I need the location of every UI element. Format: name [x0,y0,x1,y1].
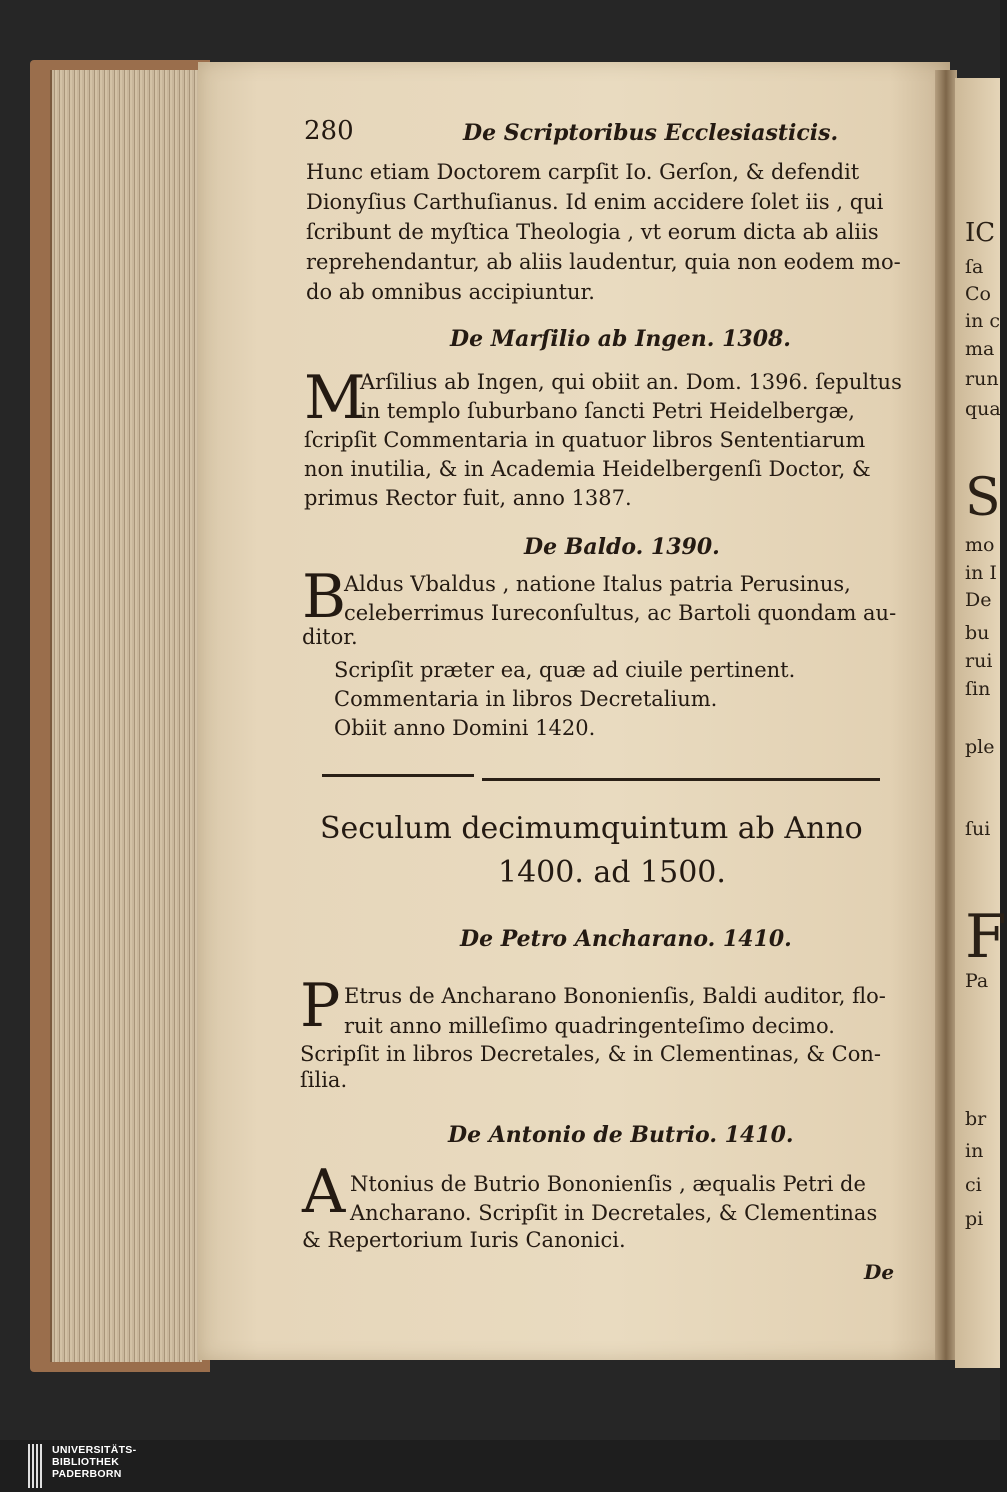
fragment-text: Co [965,283,991,305]
catchword: De [864,1260,895,1284]
drop-cap: M [304,363,366,433]
rule-right [482,778,880,781]
text-line: Scripſit præter ea, quæ ad ciuile pertinent. [334,658,796,682]
library-logo-icon [28,1444,44,1488]
text-line: do ab omnibus accipiuntur. [306,280,595,304]
page-stack-edge [50,70,202,1362]
text-line: primus Rector fuit, anno 1387. [304,486,632,510]
text-line: non inutilia, & in Academia Heidelbergenſi Doctor, & [304,457,871,481]
fragment-text: pi [965,1208,984,1230]
right-page-fragment [955,78,1007,1368]
fragment-text: F [965,902,1007,972]
text-line: Ancharano. Scripſit in Decretales, & Clementinas [350,1201,878,1225]
section-heading: De Antonio de Butrio. 1410. [448,1122,794,1148]
fragment-text: Pa [965,970,989,992]
fragment-text: S [965,468,1001,528]
fragment-text: ſin [965,678,991,700]
text-line: Etrus de Ancharano Bononienſis, Baldi auditor, flo- [344,984,886,1008]
running-head: De Scriptoribus Ecclesiasticis. [463,120,839,146]
fragment-text: br [965,1108,987,1130]
section-title: Seculum decimumquintum ab Anno [320,811,863,846]
book-gutter [935,70,957,1360]
text-line: Arſilius ab Ingen, qui obiit an. Dom. 1396. ſepultus [360,370,902,394]
fragment-text: rui [965,650,993,672]
fragment-text: mo [965,534,995,556]
text-line: Hunc etiam Doctorem carpſit Io. Gerſon, & defendit [306,160,860,184]
fragment-text: in c [965,310,1000,332]
text-line: Aldus Vbaldus , natione Italus patria Perusinus, [344,572,851,596]
drop-cap: B [302,562,347,632]
library-name-line: BIBLIOTHEK [52,1456,120,1468]
text-line: Commentaria in libros Decretalium. [334,687,718,711]
text-line: in templo ſuburbano ſancti Petri Heidelbergæ, [360,399,855,423]
text-line: ditor. [302,625,358,649]
drop-cap: A [302,1157,346,1227]
rule-left [322,774,474,777]
fragment-text: in [965,1140,984,1162]
drop-cap: P [300,971,341,1041]
text-line: Ntonius de Butrio Bononienſis , æqualis Petri de [350,1172,866,1196]
fragment-text: De [965,589,992,611]
text-line: & Repertorium Iuris Canonici. [302,1228,626,1252]
fragment-text: qua [965,398,1001,420]
page-number: 280 [304,116,354,146]
fragment-text: ple [965,736,995,758]
text-line: Scripſit in libros Decretales, & in Clementinas, & Con- [300,1042,881,1066]
section-heading: De Marſilio ab Ingen. 1308. [450,326,791,352]
footer-bar [0,1440,1000,1492]
text-line: reprehendantur, ab aliis laudentur, quia non eodem mo- [306,250,901,274]
text-line: Obiit anno Domini 1420. [334,716,596,740]
fragment-text: ſa [965,256,984,278]
left-page [198,62,950,1360]
fragment-text: IC [965,218,996,248]
text-line: ſcribunt de myſtica Theologia , vt eorum dicta ab aliis [306,220,879,244]
text-line: Dionyſius Carthuſianus. Id enim accidere ſolet iis , qui [306,190,884,214]
library-name-line: UNIVERSITÄTS- [52,1444,137,1456]
fragment-text: ſui [965,818,991,840]
fragment-text: bu [965,622,990,644]
text-line: ſilia. [300,1068,348,1092]
fragment-text: ci [965,1174,982,1196]
section-title: 1400. ad 1500. [498,855,726,890]
fragment-text: ma [965,338,995,360]
text-line: ſcripſit Commentaria in quatuor libros Sententiarum [304,428,866,452]
fragment-text: run [965,368,999,390]
library-name-line: PADERBORN [52,1468,122,1480]
text-line: celeberrimus Iureconſultus, ac Bartoli quondam au- [344,601,897,625]
section-heading: De Baldo. 1390. [524,534,720,560]
text-line: ruit anno milleſimo quadringenteſimo decimo. [344,1014,835,1038]
fragment-text: in I [965,562,997,584]
section-heading: De Petro Ancharano. 1410. [460,926,792,952]
